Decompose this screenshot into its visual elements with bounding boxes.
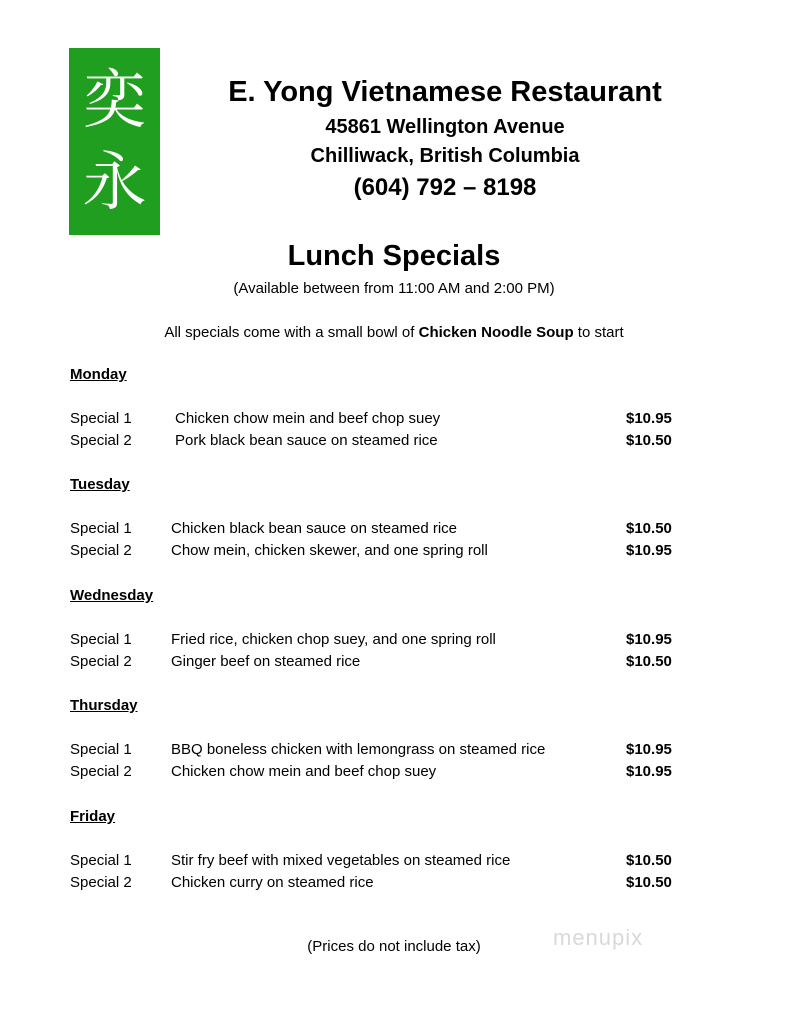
special-price: $10.95 bbox=[626, 542, 672, 559]
tax-note: (Prices do not include tax) bbox=[307, 938, 481, 955]
special-label: Special 2 bbox=[70, 653, 132, 670]
special-label: Special 1 bbox=[70, 520, 132, 537]
page-title: Lunch Specials bbox=[287, 240, 501, 272]
restaurant-name: E. Yong Vietnamese Restaurant bbox=[228, 76, 662, 108]
special-price: $10.95 bbox=[626, 741, 672, 758]
special-row bbox=[70, 432, 690, 454]
availability-hours: (Available between from 11:00 AM and 2:00 PM) bbox=[233, 280, 555, 297]
special-description: Chicken chow mein and beef chop suey bbox=[175, 410, 441, 427]
special-row bbox=[70, 653, 690, 675]
special-label: Special 1 bbox=[70, 741, 132, 758]
restaurant-logo bbox=[69, 48, 160, 235]
note-suffix: to start bbox=[573, 324, 624, 341]
special-price: $10.50 bbox=[626, 874, 672, 891]
special-price: $10.50 bbox=[626, 852, 672, 869]
special-description: Chicken curry on steamed rice bbox=[171, 874, 374, 891]
special-label: Special 2 bbox=[70, 763, 132, 780]
special-label: Special 1 bbox=[70, 852, 132, 869]
special-label: Special 1 bbox=[70, 631, 132, 648]
special-price: $10.50 bbox=[626, 432, 672, 449]
special-price: $10.95 bbox=[626, 631, 672, 648]
special-description: Chicken black bean sauce on steamed rice bbox=[171, 520, 457, 537]
special-price: $10.95 bbox=[626, 763, 672, 780]
special-description: Pork black bean sauce on steamed rice bbox=[175, 432, 438, 449]
special-description: Fried rice, chicken chop suey, and one spring roll bbox=[171, 631, 496, 648]
special-description: Chicken chow mein and beef chop suey bbox=[171, 763, 437, 780]
special-label: Special 2 bbox=[70, 432, 132, 449]
note-soup: Chicken Noodle Soup bbox=[418, 324, 574, 341]
special-price: $10.50 bbox=[626, 520, 672, 537]
special-row bbox=[70, 542, 690, 564]
special-row bbox=[70, 763, 690, 785]
note-prefix: All specials come with a small bowl of bbox=[164, 324, 419, 341]
day-heading-wednesday: Wednesday bbox=[70, 587, 154, 604]
special-row bbox=[70, 874, 690, 896]
special-row bbox=[70, 631, 690, 653]
specials-note bbox=[0, 324, 788, 341]
special-description: Ginger beef on steamed rice bbox=[171, 653, 361, 670]
logo-character-top: 奕 bbox=[82, 63, 147, 138]
day-heading-monday: Monday bbox=[70, 366, 127, 383]
special-row bbox=[70, 852, 690, 874]
day-heading-thursday: Thursday bbox=[70, 697, 138, 714]
special-label: Special 2 bbox=[70, 874, 132, 891]
special-price: $10.50 bbox=[626, 653, 672, 670]
day-heading-friday: Friday bbox=[70, 808, 116, 825]
special-description: Chow mein, chicken skewer, and one spring roll bbox=[171, 542, 488, 559]
special-row bbox=[70, 410, 690, 432]
address-line-2: Chilliwack, British Columbia bbox=[310, 145, 580, 167]
phone-number: (604) 792 – 8198 bbox=[353, 174, 537, 201]
watermark: menupix bbox=[553, 925, 644, 950]
special-label: Special 1 bbox=[70, 410, 132, 427]
special-row bbox=[70, 520, 690, 542]
day-heading-tuesday: Tuesday bbox=[70, 476, 130, 493]
special-row bbox=[70, 741, 690, 763]
special-description: BBQ boneless chicken with lemongrass on steamed rice bbox=[171, 741, 546, 758]
special-price: $10.95 bbox=[626, 410, 672, 427]
logo-character-bottom: 永 bbox=[82, 145, 147, 220]
special-label: Special 2 bbox=[70, 542, 132, 559]
address-line-1: 45861 Wellington Avenue bbox=[325, 116, 565, 138]
special-description: Stir fry beef with mixed vegetables on steamed rice bbox=[171, 852, 511, 869]
